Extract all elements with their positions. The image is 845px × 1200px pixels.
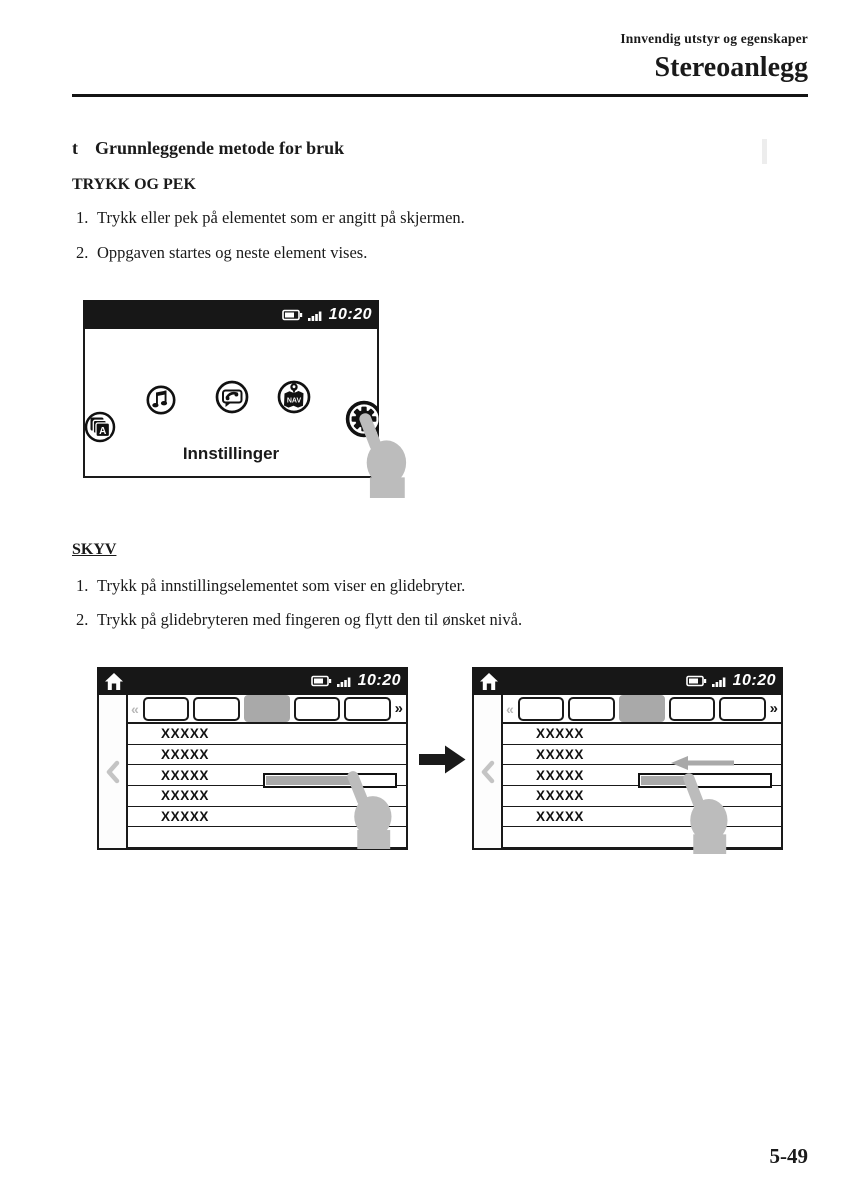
tab-4 xyxy=(669,697,715,721)
clock-text: 10:20 xyxy=(357,672,401,689)
swipe-section-title: SKYV xyxy=(72,541,117,558)
tabs-next-icon: » xyxy=(394,700,404,717)
touch-step-2: 2. Oppgaven startes og neste element vises. xyxy=(76,243,368,262)
list-item: XXXXX xyxy=(128,765,406,786)
svg-text:A: A xyxy=(99,425,107,437)
signal-icon xyxy=(308,309,324,321)
pointer-hand-icon xyxy=(346,770,398,849)
tab-2 xyxy=(193,697,239,721)
status-bar xyxy=(97,667,408,695)
revision-bar xyxy=(762,139,767,164)
list-item: XXXXX xyxy=(503,724,781,745)
home-screen-label: Innstillinger xyxy=(182,444,280,463)
touch-step-1: 1. Trykk eller pek på elementet som er angitt på skjermen. xyxy=(76,208,465,227)
clock-text: 10:20 xyxy=(732,672,776,689)
list-item: XXXXX xyxy=(128,786,406,807)
tabs-next-icon: » xyxy=(769,700,779,717)
list-item: XXXXX xyxy=(503,765,781,786)
tab-bar xyxy=(128,695,406,724)
music-icon xyxy=(146,385,176,415)
arrow-right-icon xyxy=(419,744,466,775)
list-item: XXXXX xyxy=(503,745,781,766)
tabs-prev-icon: « xyxy=(506,700,514,717)
swipe-step-2: 2. Trykk på glidebryteren med fingeren og flytt den til ønsket nivå. xyxy=(76,610,523,629)
touch-section-title: TRYKK OG PEK xyxy=(72,176,196,193)
apps-icon xyxy=(84,411,116,443)
tab-4 xyxy=(294,697,340,721)
tab-1 xyxy=(518,697,564,721)
home-icon xyxy=(479,672,499,691)
section-marker: t xyxy=(72,138,78,158)
page-back-rail xyxy=(474,695,503,848)
list-item: XXXXX xyxy=(128,807,406,828)
list-item: XXXXX xyxy=(503,786,781,807)
chevron-left-icon xyxy=(106,760,120,784)
battery-icon xyxy=(311,675,332,687)
home-icon xyxy=(104,672,124,691)
tab-3-selected xyxy=(619,695,665,722)
slider-fill xyxy=(266,776,354,785)
status-bar xyxy=(472,667,783,695)
nav-icon xyxy=(277,380,311,414)
drag-left-arrow-icon xyxy=(671,756,734,770)
phone-icon xyxy=(215,380,249,414)
tab-5 xyxy=(719,697,765,721)
header-section-label: Innvendig utstyr og egenskaper xyxy=(620,31,808,46)
clock-text: 10:20 xyxy=(328,305,372,323)
battery-icon xyxy=(282,309,303,321)
section-heading xyxy=(72,138,344,159)
list-item: XXXXX xyxy=(128,745,406,766)
list-item: XXXXX xyxy=(503,807,781,828)
list-item-empty xyxy=(503,827,781,848)
svg-text:NAV: NAV xyxy=(286,397,302,405)
tabs-prev-icon: « xyxy=(131,700,139,717)
home-screen-illustration xyxy=(83,300,379,478)
settings-screen-after-illustration xyxy=(472,667,783,850)
battery-icon xyxy=(686,675,707,687)
tab-2 xyxy=(568,697,614,721)
header-divider xyxy=(72,94,808,97)
tab-3-selected xyxy=(244,695,290,722)
chevron-left-icon xyxy=(481,760,495,784)
page-number: 5-49 xyxy=(769,1144,808,1168)
pointer-hand-icon xyxy=(358,412,413,498)
signal-icon xyxy=(712,675,728,687)
tab-1 xyxy=(143,697,189,721)
signal-icon xyxy=(337,675,353,687)
page-back-rail xyxy=(99,695,128,848)
pointer-hand-icon xyxy=(682,772,734,854)
list-item: XXXXX xyxy=(128,724,406,745)
status-bar xyxy=(83,300,379,329)
tab-5 xyxy=(344,697,390,721)
swipe-step-1: 1. Trykk på innstillingselementet som viser en glidebryter. xyxy=(76,576,466,595)
tab-bar xyxy=(503,695,781,724)
settings-screen-body xyxy=(472,695,783,850)
section-heading-text: Grunnleggende metode for bruk xyxy=(95,138,345,158)
page-title: Stereoanlegg xyxy=(654,52,808,83)
